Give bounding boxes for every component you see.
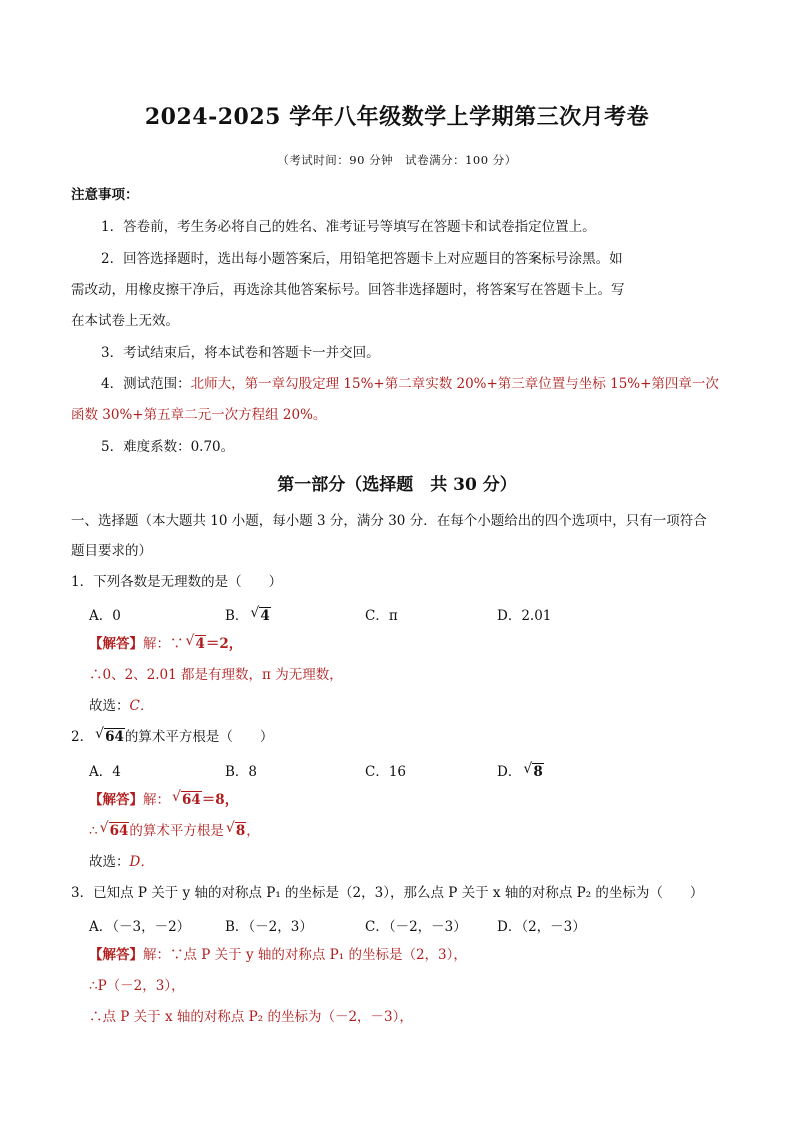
answer-text: ＝8，: [201, 792, 239, 808]
answer-tag: 【解答】: [89, 636, 143, 652]
sqrt-symbol: √ 4: [185, 633, 205, 652]
question-2-answer-line-1: [89, 791, 238, 809]
answer-tag: 【解答】: [89, 947, 143, 963]
question-2-option-a: A．4: [89, 764, 121, 780]
radicand: 64: [109, 823, 129, 839]
notice-item-2-line-3: 在本试卷上无效。: [71, 313, 179, 329]
question-3-option-b: B．（－2，3）: [225, 919, 313, 935]
notice-item-2-line-2: 需改动，用橡皮擦干净后，再选涂其他答案标号。回答非选择题时，将答案写在答题卡上。写: [71, 282, 625, 298]
answer-text: 故选：: [89, 698, 130, 714]
radicand: 64: [105, 729, 124, 745]
question-number: 2．: [71, 729, 94, 745]
radicand: 4: [195, 636, 205, 652]
notice-heading: 注意事项：: [71, 187, 139, 203]
option-label: D．: [497, 764, 522, 780]
question-1-option-a: A．0: [89, 608, 121, 624]
notice-item-3: 3．考试结束后，将本试卷和答题卡一并交回。: [101, 345, 380, 361]
answer-tag: 【解答】: [89, 792, 143, 808]
section-title: 第一部分（选择题 共 30 分）: [277, 475, 517, 495]
question-3-stem: 3．已知点 P 关于 y 轴的对称点 P₁ 的坐标是（2，3），那么点 P 关于 x 轴的对称点 P₂ 的坐标为（ ）: [71, 885, 704, 901]
sqrt-symbol: √ 64: [99, 820, 129, 839]
option-label: B．: [225, 608, 249, 624]
question-1-answer-line-3: [89, 697, 153, 715]
question-2-answer-line-2: [89, 822, 260, 840]
sqrt-symbol: √ 8: [523, 761, 543, 780]
page-title: 2024-2025 学年八年级数学上学期第三次月考卷: [144, 104, 650, 130]
notice-item-4-line-2: 函数 30%+第五章二元一次方程组 20%。: [71, 407, 327, 423]
question-2-stem: [71, 728, 273, 746]
notice-item-4-line-1: [101, 375, 719, 393]
sqrt-symbol: √ 64: [172, 789, 201, 808]
answer-text: 解：: [143, 792, 170, 808]
question-1-stem: 1．下列各数是无理数的是（ ）: [71, 574, 283, 590]
answer-text: ∴: [89, 823, 98, 839]
question-1-option-b: [225, 604, 271, 624]
question-3-option-c: C．（－2，－3）: [365, 919, 467, 935]
answer-choice: C．: [129, 698, 154, 714]
answer-text: 解：∵点 P 关于 y 轴的对称点 P₁ 的坐标是（2，3），: [143, 947, 467, 963]
answer-text: ，: [246, 823, 260, 839]
question-3-answer-line-1: [89, 946, 467, 964]
notice-item-4-prefix: 4．测试范围：: [101, 376, 191, 392]
question-1-answer-line-1: [89, 635, 242, 653]
notice-item-1: 1．答卷前，考生务必将自己的姓名、准考证号等填写在答题卡和试卷指定位置上。: [101, 219, 596, 235]
radicand: 8: [235, 823, 246, 839]
question-1-option-d: D．2.01: [497, 608, 552, 624]
sqrt-symbol: √ 4: [250, 605, 270, 624]
question-1-answer-line-2: ∴0、2、2.01 都是有理数，π 为无理数，: [89, 667, 343, 683]
radicand: 4: [260, 608, 270, 624]
answer-text: ＝2，: [205, 636, 243, 652]
answer-choice: D．: [129, 854, 154, 870]
notice-item-2-line-1: 2．回答选择题时，选出每小题答案后，用铅笔把答题卡上对应题目的答案标号涂黑。如: [101, 251, 623, 267]
exam-info: （考试时间：90 分钟 试卷满分：100 分）: [277, 153, 517, 167]
section-intro-line-1: 一、选择题（本大题共 10 小题，每小题 3 分，满分 30 分．在每个小题给出的四个选项中，只有一项符合: [71, 513, 707, 529]
answer-text: 的算术平方根是: [129, 823, 224, 839]
question-3-option-d: D．（2，－3）: [497, 919, 586, 935]
answer-text: 解：∵: [143, 636, 184, 652]
section-intro-line-2: 题目要求的）: [71, 543, 152, 559]
notice-item-5: 5．难度系数：0.70。: [101, 439, 235, 455]
sqrt-symbol: √ 64: [95, 726, 124, 745]
radicand: 64: [182, 792, 201, 808]
radicand: 8: [533, 764, 543, 780]
question-text: 的算术平方根是（ ）: [124, 729, 274, 745]
question-3-option-a: A．（－3，－2）: [89, 919, 191, 935]
sqrt-symbol: √ 8: [225, 820, 246, 839]
question-2-answer-line-3: [89, 853, 154, 871]
question-1-option-c: C．π: [365, 608, 398, 624]
question-2-option-b: B．8: [225, 764, 258, 780]
question-2-option-c: C．16: [365, 764, 407, 780]
question-3-answer-line-2: ∴P（－2，3），: [89, 978, 185, 994]
answer-text: 故选：: [89, 854, 130, 870]
notice-item-4-scope: 北师大，第一章勾股定理 15%+第二章实数 20%+第三章位置与坐标 15%+第四章一次: [190, 376, 719, 392]
question-3-answer-line-3: ∴点 P 关于 x 轴的对称点 P₂ 的坐标为（－2，－3），: [89, 1009, 413, 1025]
question-2-option-d: [497, 760, 544, 780]
